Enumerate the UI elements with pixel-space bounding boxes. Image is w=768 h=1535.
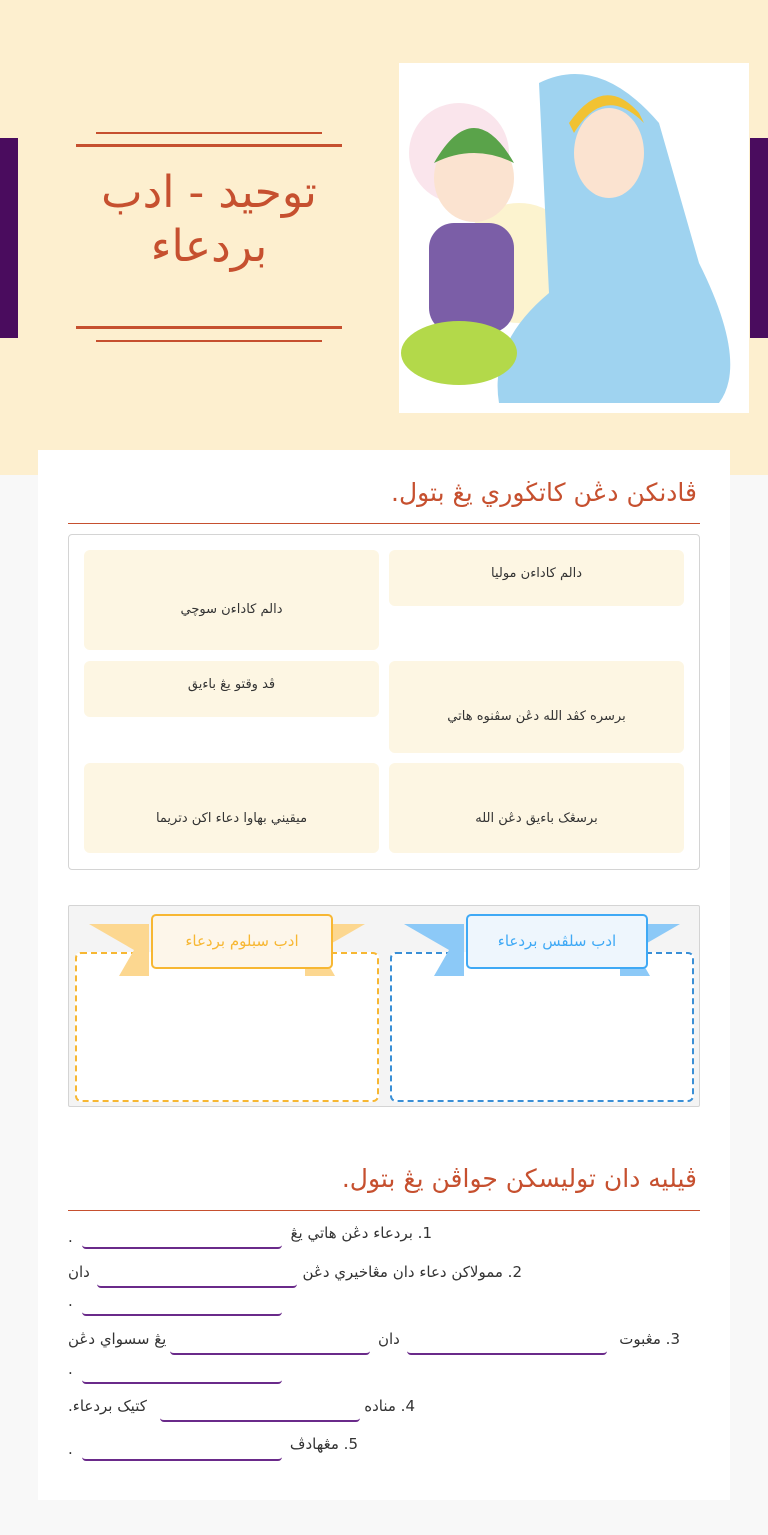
drag-item[interactable]: دالم كاداءن موليا (389, 550, 684, 606)
divider (68, 1210, 700, 1211)
question-text: يڠ سسواي دڠن (68, 1330, 167, 1348)
period: . (68, 1228, 73, 1246)
question-text: كتيک بردعاء. (68, 1397, 147, 1415)
drag-item[interactable]: ڤد وقتو يڠ باءيق (84, 661, 379, 717)
ribbon-after (404, 914, 680, 980)
question-text: دان (378, 1330, 400, 1348)
question-3: 3. مڠبوت (619, 1330, 680, 1348)
question-5: 5. مڠهادڤ (289, 1435, 358, 1453)
question-4: 4. مناده (364, 1397, 415, 1415)
answer-blank[interactable] (407, 1341, 607, 1355)
drag-item[interactable]: دالم كاداءن سوچي (84, 550, 379, 650)
praying-illustration (399, 63, 749, 413)
divider (96, 340, 322, 342)
drag-items-area (68, 534, 700, 870)
zone-label-before: ادب سبلوم بردعاء (151, 914, 333, 969)
title-box (76, 130, 342, 344)
period: . (68, 1292, 73, 1310)
drag-item[interactable]: برسره كڤد الله دڠن سڤنوه هاتي (389, 661, 684, 753)
left-accent-bar (0, 138, 18, 338)
worksheet-card (38, 450, 730, 1500)
section-heading: ڤادنكن دڠن كاتڬوري يڠ بتول. (391, 478, 697, 507)
answer-blank[interactable] (82, 1370, 282, 1384)
period: . (68, 1360, 73, 1378)
divider (76, 144, 342, 147)
answer-blank[interactable] (82, 1302, 282, 1316)
question-2: 2. ممولاكن دعاء دان مڠاخيري دڠن (302, 1263, 522, 1281)
divider (68, 523, 700, 524)
divider (96, 132, 322, 134)
divider (76, 326, 342, 329)
question-1: 1. بردعاء دڠن هاتي يڠ (290, 1224, 432, 1242)
period: . (68, 1440, 73, 1458)
ribbon-before (89, 914, 365, 980)
answer-blank[interactable] (170, 1341, 370, 1355)
answer-blank[interactable] (160, 1408, 360, 1422)
drag-item[interactable]: برسڠک باءيق دڠن الله (389, 763, 684, 853)
page-title: توحيد - ادب بردعاء (101, 167, 317, 272)
section-heading: ڤيليه دان توليسكن جواڤن يڠ بتول. (341, 1164, 697, 1193)
answer-blank[interactable] (82, 1235, 282, 1249)
answer-blank[interactable] (82, 1447, 282, 1461)
question-text: دان (68, 1263, 90, 1281)
drag-item[interactable]: ميقيني بهاوا دعاء اكن دتريما (84, 763, 379, 853)
zone-label-after: ادب سلڤس بردعاء (466, 914, 648, 969)
answer-blank[interactable] (97, 1274, 297, 1288)
right-accent-bar (750, 138, 768, 338)
category-zones (68, 905, 700, 1107)
